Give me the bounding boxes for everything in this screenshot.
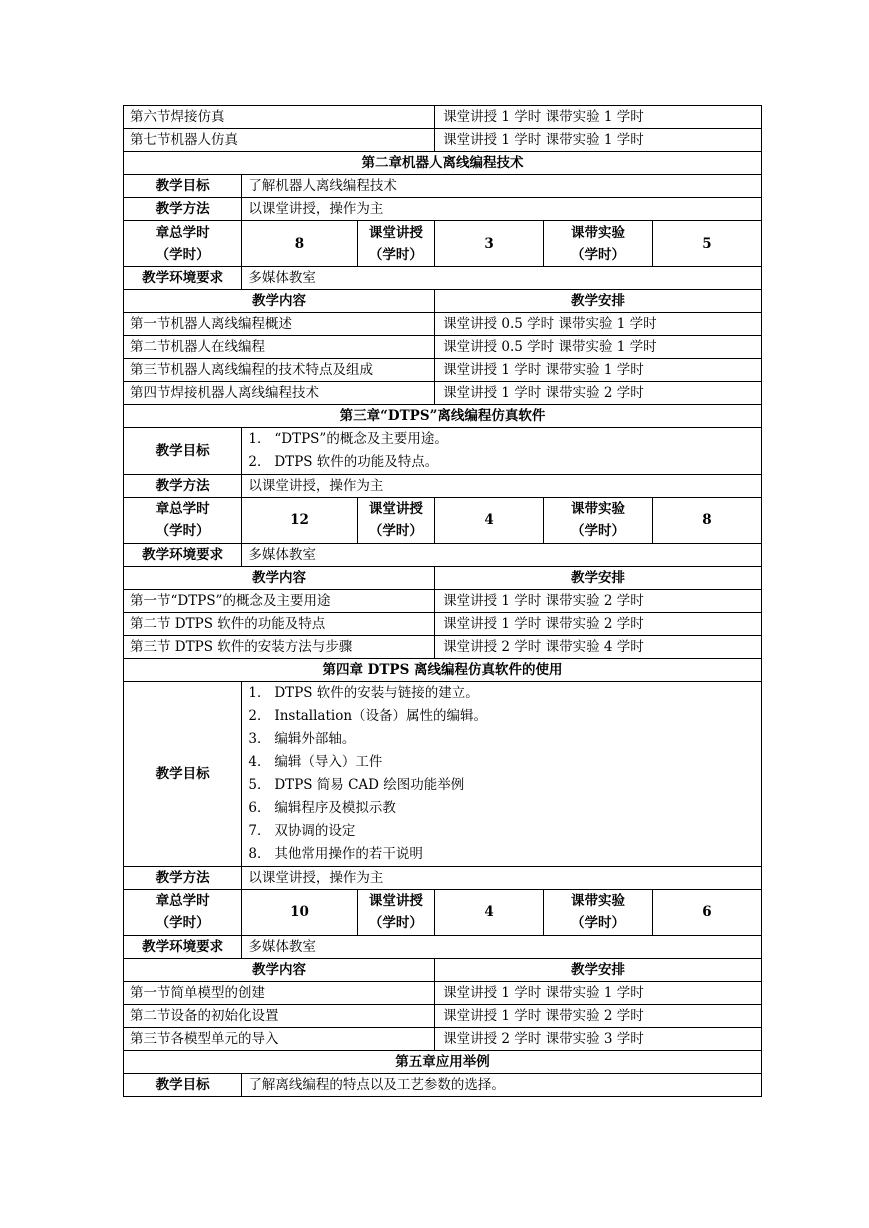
table-row [124,359,762,382]
method-value: 以课堂讲授，操作为主 [242,474,762,497]
schedule-cell: 课堂讲授 1 学时 课带实验 2 学时 [435,382,762,405]
list-item: 6． 编辑程序及模拟示教 [248,799,396,816]
schedule-cell: 课堂讲授 0.5 学时 课带实验 1 学时 [435,336,762,359]
method-label: 教学方法 [124,866,242,889]
chapter-heading-row [124,152,762,175]
lecture-label: 课堂讲授 （学时） [357,497,435,543]
env-label: 教学环境要求 [124,267,242,290]
list-item: 8． 其他常用操作的若干说明 [248,845,423,862]
hours-row [124,497,762,543]
arrangement-header: 教学安排 [435,566,762,589]
table-row [124,198,762,221]
table-row [124,543,762,566]
section-cell: 第二节机器人在线编程 [124,336,435,359]
schedule-cell: 课堂讲授 1 学时 课带实验 2 学时 [435,589,762,612]
section-cell: 第一节“DTPS”的概念及主要用途 [124,589,435,612]
lab-label: 课带实验 （学时） [544,497,653,543]
section-cell: 第一节简单模型的创建 [124,981,435,1004]
section-cell: 第二节设备的初始化设置 [124,1004,435,1027]
table-row [124,1004,762,1027]
section-cell: 第三节 DTPS 软件的安装方法与步骤 [124,635,435,658]
list-item: 5． DTPS 简易 CAD 绘图功能举例 [248,776,465,793]
total-hours-value: 10 [242,889,357,935]
table-row [124,313,762,336]
content-header: 教学内容 [124,958,435,981]
total-hours-label: 章总学时 （学时） [124,221,242,267]
section-cell: 第一节机器人离线编程概述 [124,313,435,336]
lecture-hours-value: 3 [435,221,544,267]
section-cell: 第四节焊接机器人离线编程技术 [124,382,435,405]
schedule-cell: 课堂讲授 2 学时 课带实验 3 学时 [435,1027,762,1050]
schedule-cell: 课堂讲授 1 学时 课带实验 1 学时 [435,359,762,382]
goal-label: 教学目标 [124,175,242,198]
table-row [124,635,762,658]
table-row [124,612,762,635]
schedule-cell: 课堂讲授 1 学时 课带实验 1 学时 [435,129,762,152]
table-row [124,267,762,290]
lab-label: 课带实验 （学时） [544,889,653,935]
list-item: 4． 编辑（导入）工件 [248,753,383,770]
lecture-label: 课堂讲授 （学时） [357,889,435,935]
section-cell: 第三节机器人离线编程的技术特点及组成 [124,359,435,382]
method-label: 教学方法 [124,474,242,497]
list-item: 2． Installation（设备）属性的编辑。 [248,707,488,724]
chapter-title: 第四章 DTPS 离线编程仿真软件的使用 [124,658,762,681]
section-cell: 第二节 DTPS 软件的功能及特点 [124,612,435,635]
goal-list [242,428,762,475]
env-label: 教学环境要求 [124,935,242,958]
lab-label: 课带实验 （学时） [544,221,653,267]
table-row [124,981,762,1004]
env-value: 多媒体教室 [242,267,762,290]
table-row [124,428,762,475]
goal-label: 教学目标 [124,1073,242,1096]
schedule-cell: 课堂讲授 1 学时 课带实验 1 学时 [435,981,762,1004]
goal-label: 教学目标 [124,428,242,475]
section-cell: 第六节焊接仿真 [124,106,435,129]
table-row [124,106,762,129]
schedule-cell: 课堂讲授 1 学时 课带实验 1 学时 [435,106,762,129]
table-row [124,681,762,866]
goal-value: 了解机器人离线编程技术 [242,175,762,198]
schedule-cell: 课堂讲授 1 学时 课带实验 2 学时 [435,1004,762,1027]
lab-hours-value: 6 [652,889,761,935]
syllabus-document [123,105,762,1097]
total-hours-value: 12 [242,497,357,543]
syllabus-table [123,105,762,1097]
table-row [124,589,762,612]
schedule-cell: 课堂讲授 0.5 学时 课带实验 1 学时 [435,313,762,336]
section-cell: 第七节机器人仿真 [124,129,435,152]
lecture-label: 课堂讲授 （学时） [357,221,435,267]
chapter-heading-row [124,1050,762,1073]
hours-row [124,889,762,935]
list-item: 1． DTPS 软件的安装与链接的建立。 [248,684,479,701]
table-row [124,866,762,889]
goal-label: 教学目标 [124,681,242,866]
section-cell: 第三节各模型单元的导入 [124,1027,435,1050]
chapter-title: 第二章机器人离线编程技术 [124,152,762,175]
content-header: 教学内容 [124,566,435,589]
table-row [124,1073,762,1096]
arrangement-header: 教学安排 [435,958,762,981]
chapter-title: 第三章“DTPS”离线编程仿真软件 [124,405,762,428]
list-item: 2． DTPS 软件的功能及特点。 [248,453,439,470]
method-value: 以课堂讲授，操作为主 [242,866,762,889]
table-row [124,474,762,497]
env-value: 多媒体教室 [242,935,762,958]
hours-row [124,221,762,267]
method-value: 以课堂讲授，操作为主 [242,198,762,221]
content-header-row [124,566,762,589]
table-row [124,935,762,958]
table-row [124,129,762,152]
env-value: 多媒体教室 [242,543,762,566]
lab-hours-value: 8 [652,497,761,543]
content-header: 教学内容 [124,290,435,313]
table-row [124,1027,762,1050]
schedule-cell: 课堂讲授 1 学时 课带实验 2 学时 [435,612,762,635]
total-hours-label: 章总学时 （学时） [124,497,242,543]
schedule-cell: 课堂讲授 2 学时 课带实验 4 学时 [435,635,762,658]
total-hours-label: 章总学时 （学时） [124,889,242,935]
goal-value: 了解离线编程的特点以及工艺参数的选择。 [242,1073,762,1096]
method-label: 教学方法 [124,198,242,221]
total-hours-value: 8 [242,221,357,267]
arrangement-header: 教学安排 [435,290,762,313]
chapter-heading-row [124,405,762,428]
chapter-title: 第五章应用举例 [124,1050,762,1073]
lecture-hours-value: 4 [435,497,544,543]
table-row [124,175,762,198]
content-header-row [124,958,762,981]
table-row [124,336,762,359]
list-item: 3． 编辑外部轴。 [248,730,356,747]
goal-list [242,681,762,866]
lab-hours-value: 5 [652,221,761,267]
table-row [124,382,762,405]
list-item: 7． 双协调的设定 [248,822,356,839]
list-item: 1． “DTPS”的概念及主要用途。 [248,431,448,447]
chapter-heading-row [124,658,762,681]
content-header-row [124,290,762,313]
env-label: 教学环境要求 [124,543,242,566]
lecture-hours-value: 4 [435,889,544,935]
